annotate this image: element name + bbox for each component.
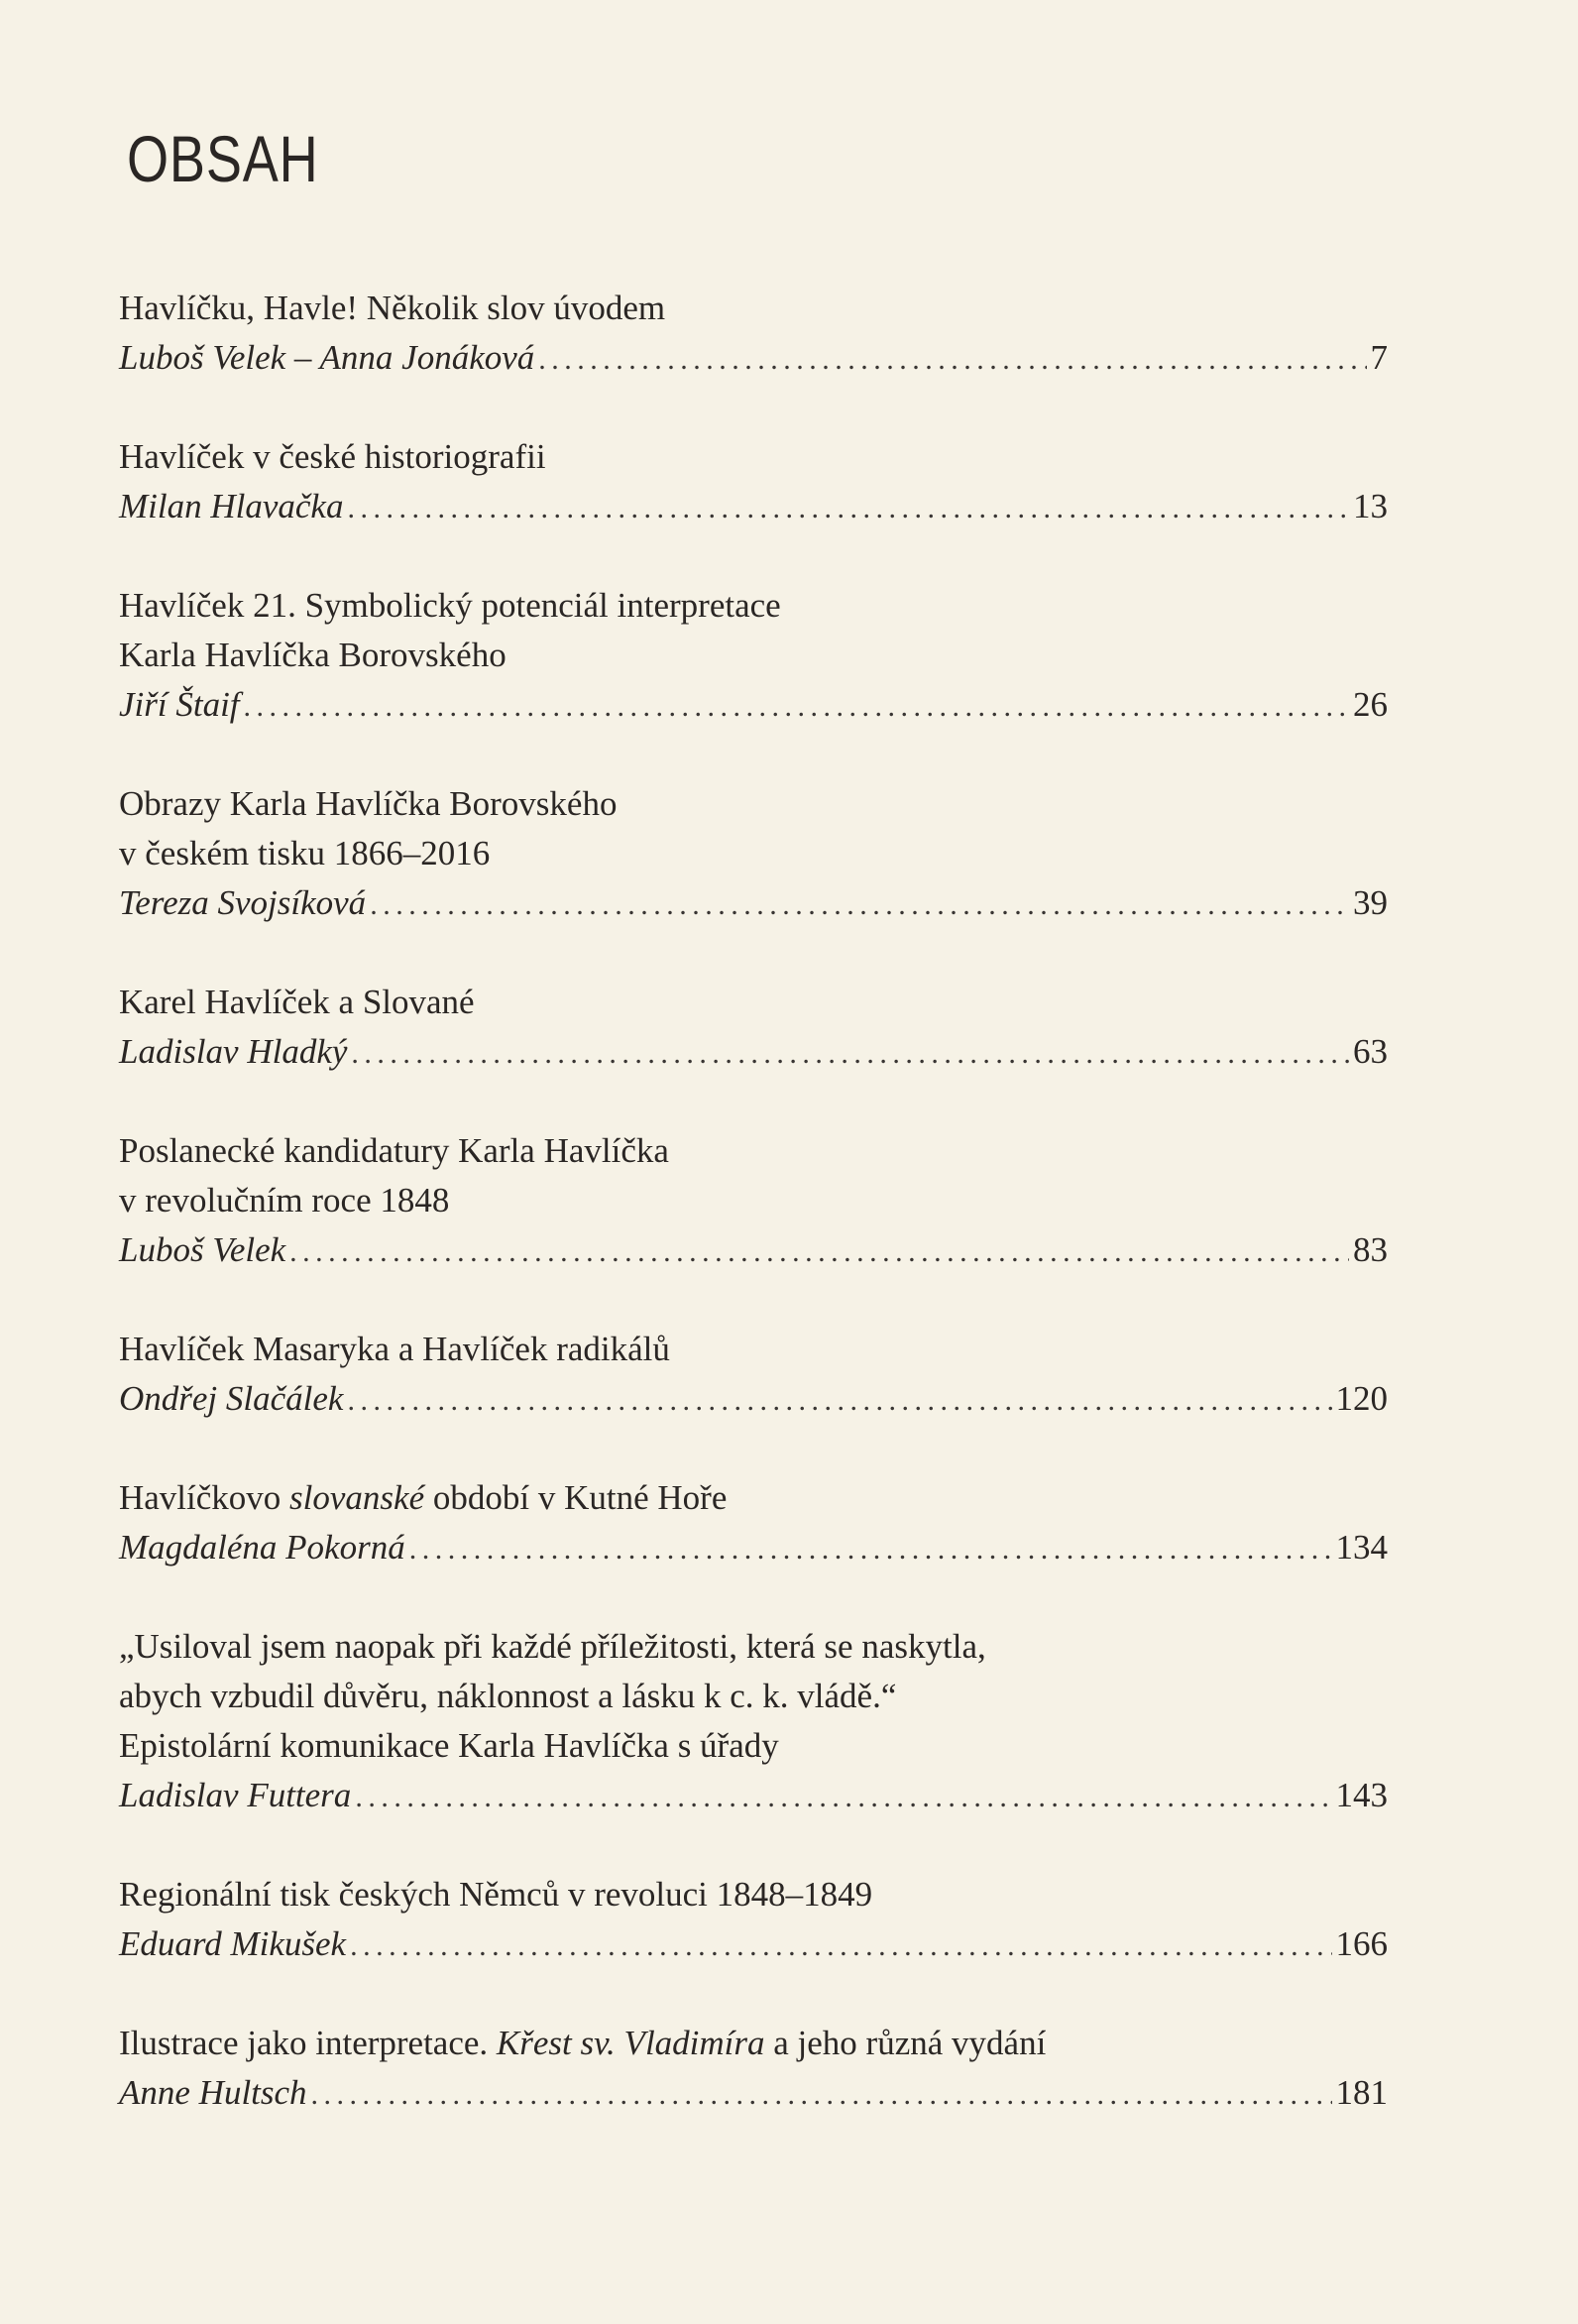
toc-entry [119, 1473, 1388, 1572]
title-part: Havlíčkovo [119, 1478, 290, 1517]
title-part: Ilustrace jako interpretace. [119, 2024, 497, 2062]
toc-entry [119, 978, 1388, 1077]
entry-page-number: 181 [1335, 2073, 1388, 2112]
entry-title: Obrazy Karla Havlíčka Borovského [119, 784, 618, 823]
entry-author: Eduard Mikušek [119, 1924, 347, 1963]
entry-author-line [119, 482, 1388, 531]
entry-author-line [119, 1225, 1388, 1275]
entry-page-number: 166 [1335, 1924, 1388, 1963]
entry-page-number: 39 [1353, 883, 1388, 922]
dot-leader [311, 2070, 1332, 2120]
entry-title: Epistolární komunikace Karla Havlíčka s úřady [119, 1726, 779, 1765]
dot-leader [355, 1773, 1331, 1822]
page-title: OBSAH [127, 122, 319, 195]
dot-leader [347, 1376, 1331, 1426]
entry-page-number: 143 [1335, 1776, 1388, 1814]
entry-page-number: 134 [1335, 1528, 1388, 1567]
entry-author: Milan Hlavačka [119, 487, 344, 525]
entry-author: Jiří Štaif [119, 685, 240, 724]
entry-author: Magdaléna Pokorná [119, 1528, 405, 1567]
dot-leader [370, 880, 1349, 930]
entry-author-line [119, 680, 1388, 730]
entry-title [119, 1473, 1388, 1523]
entry-title: Havlíček 21. Symbolický potenciál interpretace [119, 586, 781, 625]
toc-entry [119, 1325, 1388, 1424]
title-part-italic: slovanské [289, 1478, 425, 1517]
toc-entry [119, 1870, 1388, 1969]
entry-author: Luboš Velek [119, 1230, 286, 1269]
entry-title: Poslanecké kandidatury Karla Havlíčka [119, 1131, 669, 1170]
entry-title: Karel Havlíček a Slované [119, 983, 475, 1021]
entry-author: Ondřej Slačálek [119, 1379, 344, 1418]
dot-leader [409, 1525, 1332, 1574]
title-part: období v Kutné Hoře [424, 1478, 728, 1517]
entry-author-line [119, 878, 1388, 928]
entry-title: abych vzbudil důvěru, náklonnost a lásku k c. k. vládě.“ [119, 1677, 897, 1715]
toc-entry [119, 1622, 1388, 1820]
entry-author: Ladislav Hladký [119, 1032, 348, 1071]
entry-author-line [119, 1027, 1388, 1077]
dot-leader [350, 1921, 1331, 1971]
entry-title: Regionální tisk českých Němců v revoluci 1848–1849 [119, 1875, 873, 1914]
entry-author: Luboš Velek – Anna Jonáková [119, 338, 535, 377]
dot-leader [538, 335, 1366, 385]
entry-title: „Usiloval jsem naopak při každé příležitosti, která se naskytla, [119, 1627, 986, 1666]
entry-author-line [119, 1919, 1388, 1969]
entry-title: Karla Havlíčka Borovského [119, 636, 507, 674]
entry-page-number: 26 [1353, 685, 1388, 724]
toc-entry [119, 284, 1388, 383]
entry-title: Havlíček v české historiografii [119, 437, 546, 476]
dot-leader [289, 1227, 1349, 1277]
entry-author-line [119, 1523, 1388, 1572]
entry-page-number: 83 [1353, 1230, 1388, 1269]
entry-title: Havlíčku, Havle! Několik slov úvodem [119, 289, 666, 327]
toc-entry [119, 432, 1388, 531]
entry-title: Havlíček Masaryka a Havlíček radikálů [119, 1330, 670, 1368]
entry-author-line [119, 333, 1388, 383]
toc-entry [119, 779, 1388, 928]
entry-page-number: 120 [1335, 1379, 1388, 1418]
entry-page-number: 7 [1370, 338, 1388, 377]
entry-title: v českém tisku 1866–2016 [119, 834, 491, 872]
entry-author-line [119, 1771, 1388, 1820]
dot-leader [244, 682, 1349, 732]
title-part-italic: Křest sv. Vladimíra [496, 2024, 765, 2062]
entry-author-line [119, 1374, 1388, 1424]
dot-leader [351, 1029, 1349, 1079]
toc-entry [119, 1126, 1388, 1275]
entry-title: v revolučním roce 1848 [119, 1181, 450, 1220]
toc-entry [119, 2019, 1388, 2118]
entry-title [119, 2019, 1388, 2068]
entry-author: Anne Hultsch [119, 2073, 307, 2112]
dot-leader [347, 484, 1349, 533]
entry-page-number: 13 [1353, 487, 1388, 525]
entry-author: Ladislav Futtera [119, 1776, 352, 1814]
title-part: a jeho různá vydání [764, 2024, 1047, 2062]
entry-author: Tereza Svojsíková [119, 883, 367, 922]
entry-author-line [119, 2068, 1388, 2118]
entry-page-number: 63 [1353, 1032, 1388, 1071]
toc-entry [119, 581, 1388, 730]
